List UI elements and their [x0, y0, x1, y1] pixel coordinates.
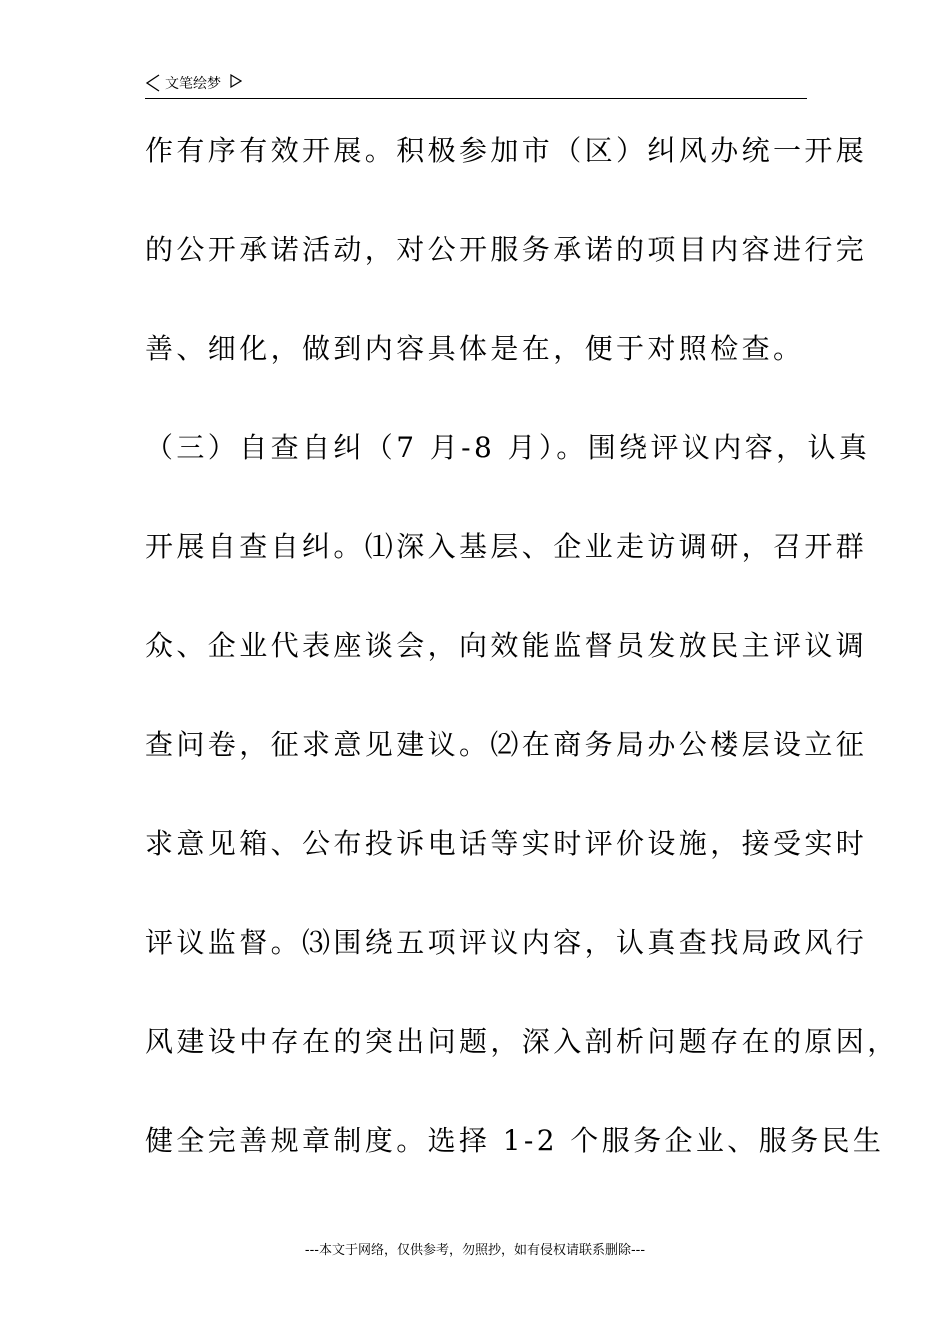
- text-line: 的公开承诺活动，对公开服务承诺的项目内容进行完: [145, 233, 868, 266]
- text-line: 风建设中存在的突出问题，深入剖析问题存在的原因，: [145, 1025, 899, 1058]
- text-line: 查问卷，征求意见建议。⑵在商务局办公楼层设立征: [145, 728, 868, 761]
- text-line: 健全完善规章制度。选择 1-2 个服务企业、服务民生: [145, 1124, 885, 1157]
- text-line: 评议监督。⑶围绕五项评议内容，认真查找局政风行: [145, 926, 868, 959]
- page-header: [145, 72, 807, 99]
- text-line: 求意见箱、公布投诉电话等实时评价设施，接受实时: [145, 827, 868, 860]
- text-line: 善、细化，做到内容具体是在，便于对照检查。: [145, 332, 805, 365]
- header-title: 文笔绘梦: [165, 76, 221, 92]
- document-body: [145, 118, 899, 1207]
- left-triangle-icon: [145, 74, 161, 92]
- text-line: （三）自查自纠（7 月-8 月）。围绕评议内容，认真: [145, 431, 871, 464]
- text-line: 开展自查自纠。⑴深入基层、企业走访调研，召开群: [145, 530, 868, 563]
- text-line: 众、企业代表座谈会，向效能监督员发放民主评议调: [145, 629, 868, 662]
- page-footer: ---本文于网络，仅供参考，勿照抄，如有侵权请联系删除---: [304, 1243, 646, 1258]
- text-line: 作有序有效开展。积极参加市（区）纠风办统一开展: [145, 134, 868, 167]
- right-triangle-icon: [230, 74, 242, 88]
